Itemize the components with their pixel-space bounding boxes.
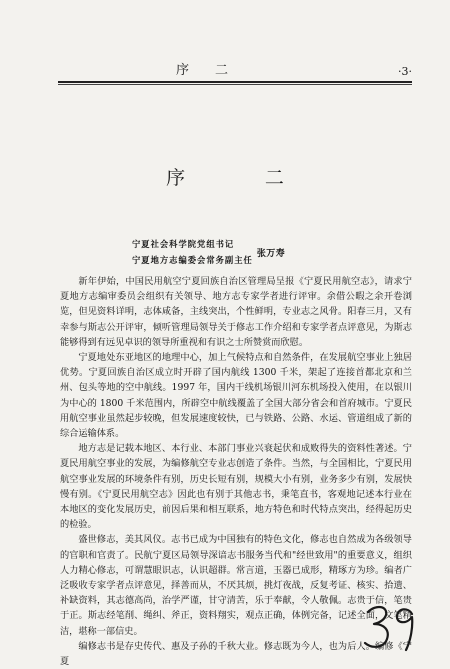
running-header — [58, 58, 412, 78]
running-header-title: 序 二 — [176, 63, 235, 78]
author-role-1: 宁夏社会科学院党组书记 — [132, 239, 235, 249]
paragraph: 宁夏地处东亚地区的地理中心，加上气候特点和自然条件，在发展航空事业上独居优势。宁夏回族自治区成立时开辟了国内航线 1300 千米，架起了连接首都北京和兰州、包头等地的空中航线。1997 年，国内干线机场银川河东机场投入使用，在以银川为中心的 1800 千米范围内，所辟空中航线覆盖了全国大部分省会和首府城市。宁夏民用航空事业虽然起步较晚，但发展速度较快，已与铁路、公路、水运、管道组成了新的综合运输体系。 — [60, 352, 412, 440]
author-byline — [132, 236, 285, 268]
paragraph: 编修志书是存史传代、惠及子孙的千秋大业。修志既为今人，也为后人。编修《宁夏 — [60, 640, 412, 668]
paragraph: 盛世修志，美其风仪。志书已成为中国独有的特色文化，修志也自然成为各级领导的官职和官责了。民航宁夏区局领导深谙志书服务当代和"经世致用"的重要意义，组织人力精心修志，可谓慧眼识志，认识超群。常言道，玉器已成形，精琢方为珍。编者广泛吸收专家学者点评意见，择善而从，不厌其烦，挑灯夜战，反复考证、核实、拾遗、补缺资料，其志德高尚，治学严谨，甘守清苦，乐于奉献，令人敬佩。志贵于信，笔贵于正。斯志经笔削、绳纠、斧正，资料翔实，观点正确，体例完备，记述全面，文笔精洁，堪称一部信史。 — [60, 534, 412, 637]
chapter-title: 序 二 — [166, 167, 315, 189]
paragraph: 新年伊始，中国民用航空宁夏回族自治区管理局呈报《宁夏民用航空志》，请求宁夏地方志编审委员会组织有关领导、地方志专家学者进行评审。余借公暇之余开卷浏览，但见资料详明，志体咸备，主线突出，个性鲜明，专业志之风骨。阳春三月，又有幸参与斯志公开评审，倾听管理局领导关于修志工作介绍和专家学者点评意见，为斯志能够得到有远见卓识的领导所重视和有识之士所赞赏而欣慰。 — [60, 276, 412, 348]
handwritten-page-mark — [362, 602, 420, 652]
author-name: 张万寿 — [256, 248, 286, 259]
body-text — [60, 274, 412, 669]
header-rule-thin — [58, 84, 412, 85]
paragraph: 地方志是记载本地区、本行业、本部门事业兴衰起伏和成败得失的资料性著述。宁夏民用航空事业的发展，为编修航空专业志创造了条件。当然，与全国相比，宁夏民用航空事业发展的环境条件有别，历史长短有别，规模大小有别，业务多少有别，发展快慢有别。《宁夏民用航空志》因此也有别于其他志书，秉笔直书，客观地记述本行业在本地区的变化发展历史，前因后果和相互联系，地方特色和时代特点突出，经得起历史的检验。 — [60, 443, 412, 531]
header-rule-thick — [58, 81, 412, 83]
page-number: ·3· — [398, 65, 412, 78]
author-role-2: 宁夏地方志编委会常务副主任 — [132, 255, 253, 265]
author-roles — [132, 236, 253, 268]
